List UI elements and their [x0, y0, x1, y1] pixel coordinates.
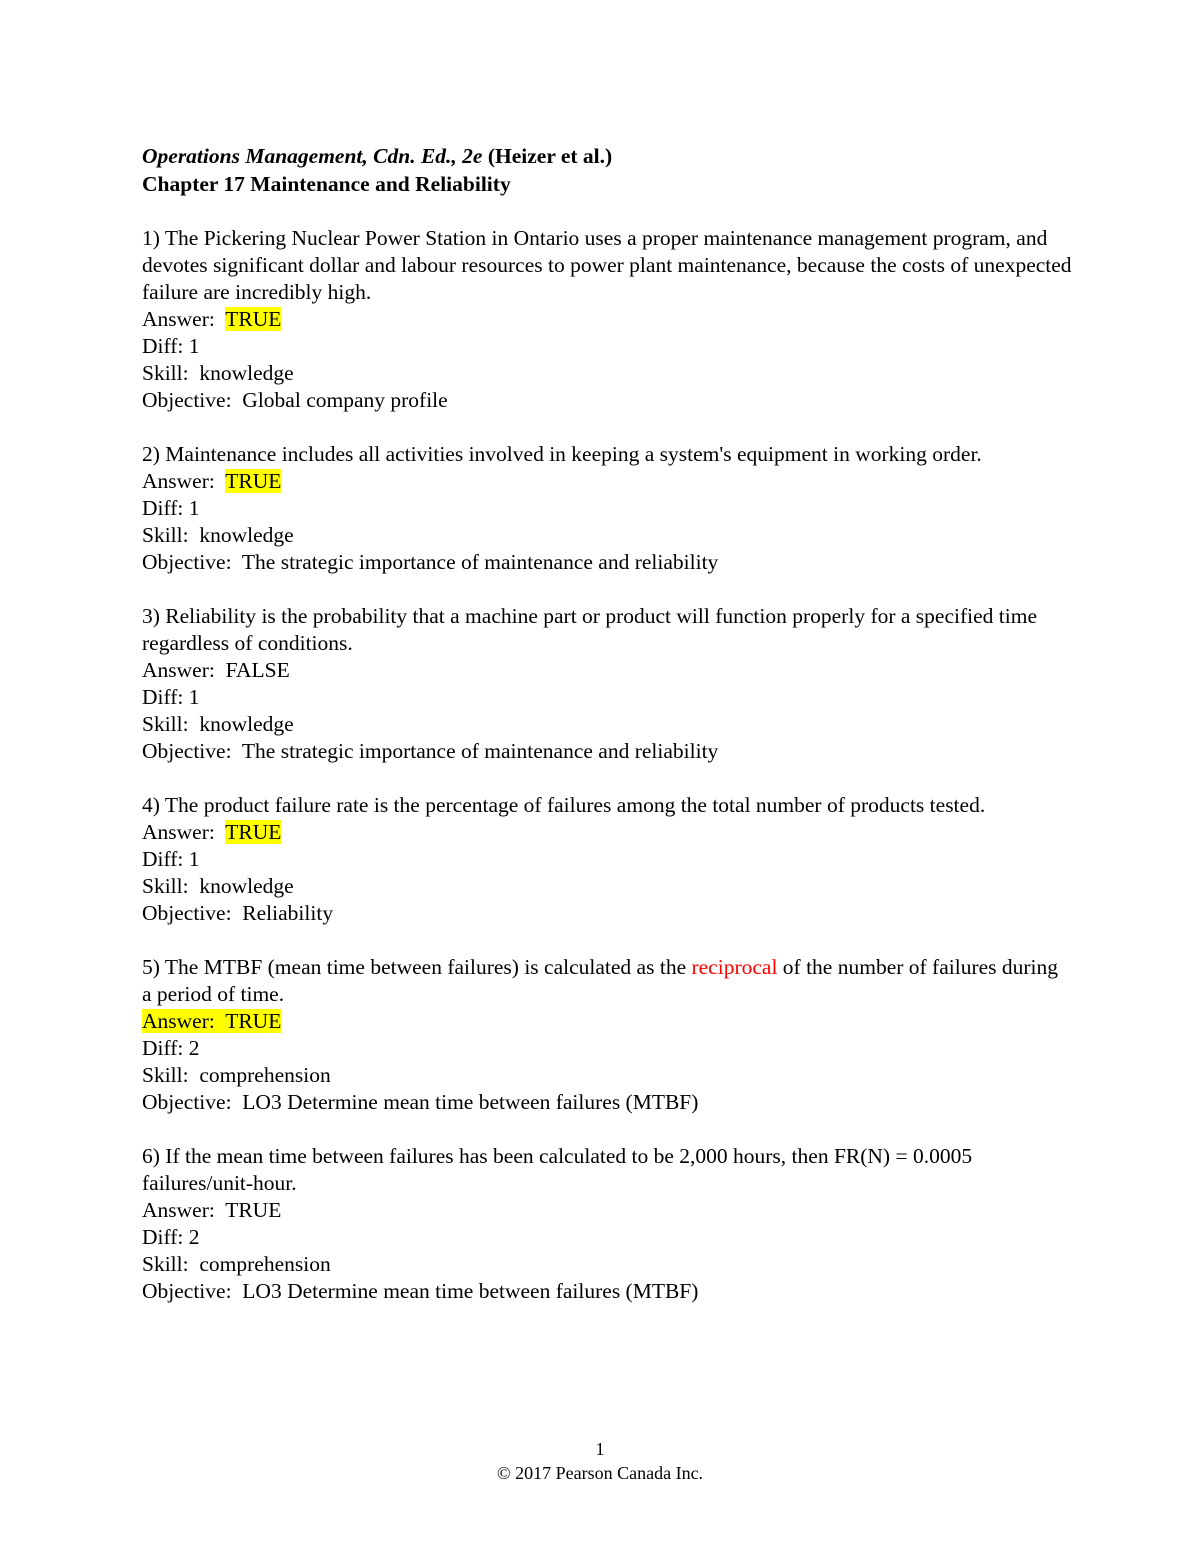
question-body: The MTBF (mean time between failures) is calculated as the	[164, 955, 692, 979]
question-5	[142, 954, 1072, 1116]
answer-line	[142, 657, 1072, 684]
question-6	[142, 1143, 1072, 1305]
question-text	[142, 1143, 1072, 1197]
question-number: 6)	[142, 1144, 160, 1168]
question-body: Maintenance includes all activities involved in keeping a system's equipment in working order.	[165, 442, 982, 466]
answer-line	[142, 819, 1072, 846]
page-content	[142, 142, 1072, 1332]
diff-line: Diff: 1	[142, 496, 200, 520]
skill-line: Skill: knowledge	[142, 874, 294, 898]
skill-line: Skill: knowledge	[142, 361, 294, 385]
question-3	[142, 603, 1072, 765]
answer-label: Answer:	[142, 820, 226, 844]
answer-value: TRUE	[225, 469, 282, 493]
diff-line: Diff: 2	[142, 1036, 200, 1060]
question-number: 2)	[142, 442, 160, 466]
question-text	[142, 441, 1072, 468]
answer-value: Answer: TRUE	[142, 1009, 282, 1033]
question-1	[142, 225, 1072, 414]
copyright-notice: © 2017 Pearson Canada Inc.	[496, 1463, 704, 1483]
question-body: Reliability is the probability that a machine part or product will function properly for a specified time regardless of conditions.	[142, 604, 1037, 655]
question-2	[142, 441, 1072, 576]
objective-line: Objective: Reliability	[142, 901, 334, 925]
answer-value: FALSE	[225, 658, 290, 682]
skill-line: Skill: comprehension	[142, 1063, 331, 1087]
question-4	[142, 792, 1072, 927]
question-number: 1)	[142, 226, 160, 250]
answer-line: Answer: TRUE	[142, 1198, 282, 1222]
page-number: 1	[595, 1439, 605, 1459]
question-text	[142, 225, 1072, 306]
book-title: Operations Management, Cdn. Ed., 2e	[142, 144, 483, 168]
answer-line	[142, 468, 1072, 495]
answer-line	[142, 306, 1072, 333]
question-body: If the mean time between failures has been calculated to be 2,000 hours, then FR(N) = 0.0005 failures/unit-hour.	[142, 1144, 973, 1195]
answer-label: Answer:	[142, 658, 226, 682]
answer-value: TRUE	[225, 307, 282, 331]
answer-label: Answer:	[142, 469, 226, 493]
book-authors: (Heizer et al.)	[482, 144, 613, 168]
diff-line: Diff: 1	[142, 685, 200, 709]
book-title-line	[142, 142, 1072, 170]
question-text	[142, 954, 1072, 1008]
objective-line: Objective: The strategic importance of maintenance and reliability	[142, 739, 719, 763]
question-number: 3)	[142, 604, 160, 628]
diff-line: Diff: 1	[142, 334, 200, 358]
answer-line	[142, 1008, 1072, 1035]
diff-line: Diff: 1	[142, 847, 200, 871]
question-body: The Pickering Nuclear Power Station in Ontario uses a proper maintenance management program, and devotes significant dollar and labour resources to power plant maintenance, because the costs of unexpected failure are incredibly high.	[142, 226, 1072, 304]
question-number: 5)	[142, 955, 160, 979]
question-number: 4)	[142, 793, 160, 817]
skill-line: Skill: knowledge	[142, 712, 294, 736]
chapter-title: Chapter 17 Maintenance and Reliability	[142, 172, 511, 196]
spacer	[142, 198, 1072, 225]
question-body-end: of the number of failures during a period of time.	[142, 955, 1059, 1006]
question-text	[142, 792, 1072, 819]
objective-line: Objective: LO3 Determine mean time between failures (MTBF)	[142, 1090, 699, 1114]
objective-line: Objective: LO3 Determine mean time between failures (MTBF)	[142, 1279, 699, 1303]
objective-line: Objective: Global company profile	[142, 388, 448, 412]
skill-line: Skill: knowledge	[142, 523, 294, 547]
answer-label: Answer:	[142, 307, 226, 331]
answer-value: TRUE	[225, 820, 282, 844]
question-body: The product failure rate is the percentage of failures among the total number of products tested.	[164, 793, 986, 817]
objective-line: Objective: The strategic importance of maintenance and reliability	[142, 550, 719, 574]
diff-line: Diff: 2	[142, 1225, 200, 1249]
skill-line: Skill: comprehension	[142, 1252, 331, 1276]
question-text	[142, 603, 1072, 657]
highlighted-term: reciprocal	[691, 955, 778, 979]
